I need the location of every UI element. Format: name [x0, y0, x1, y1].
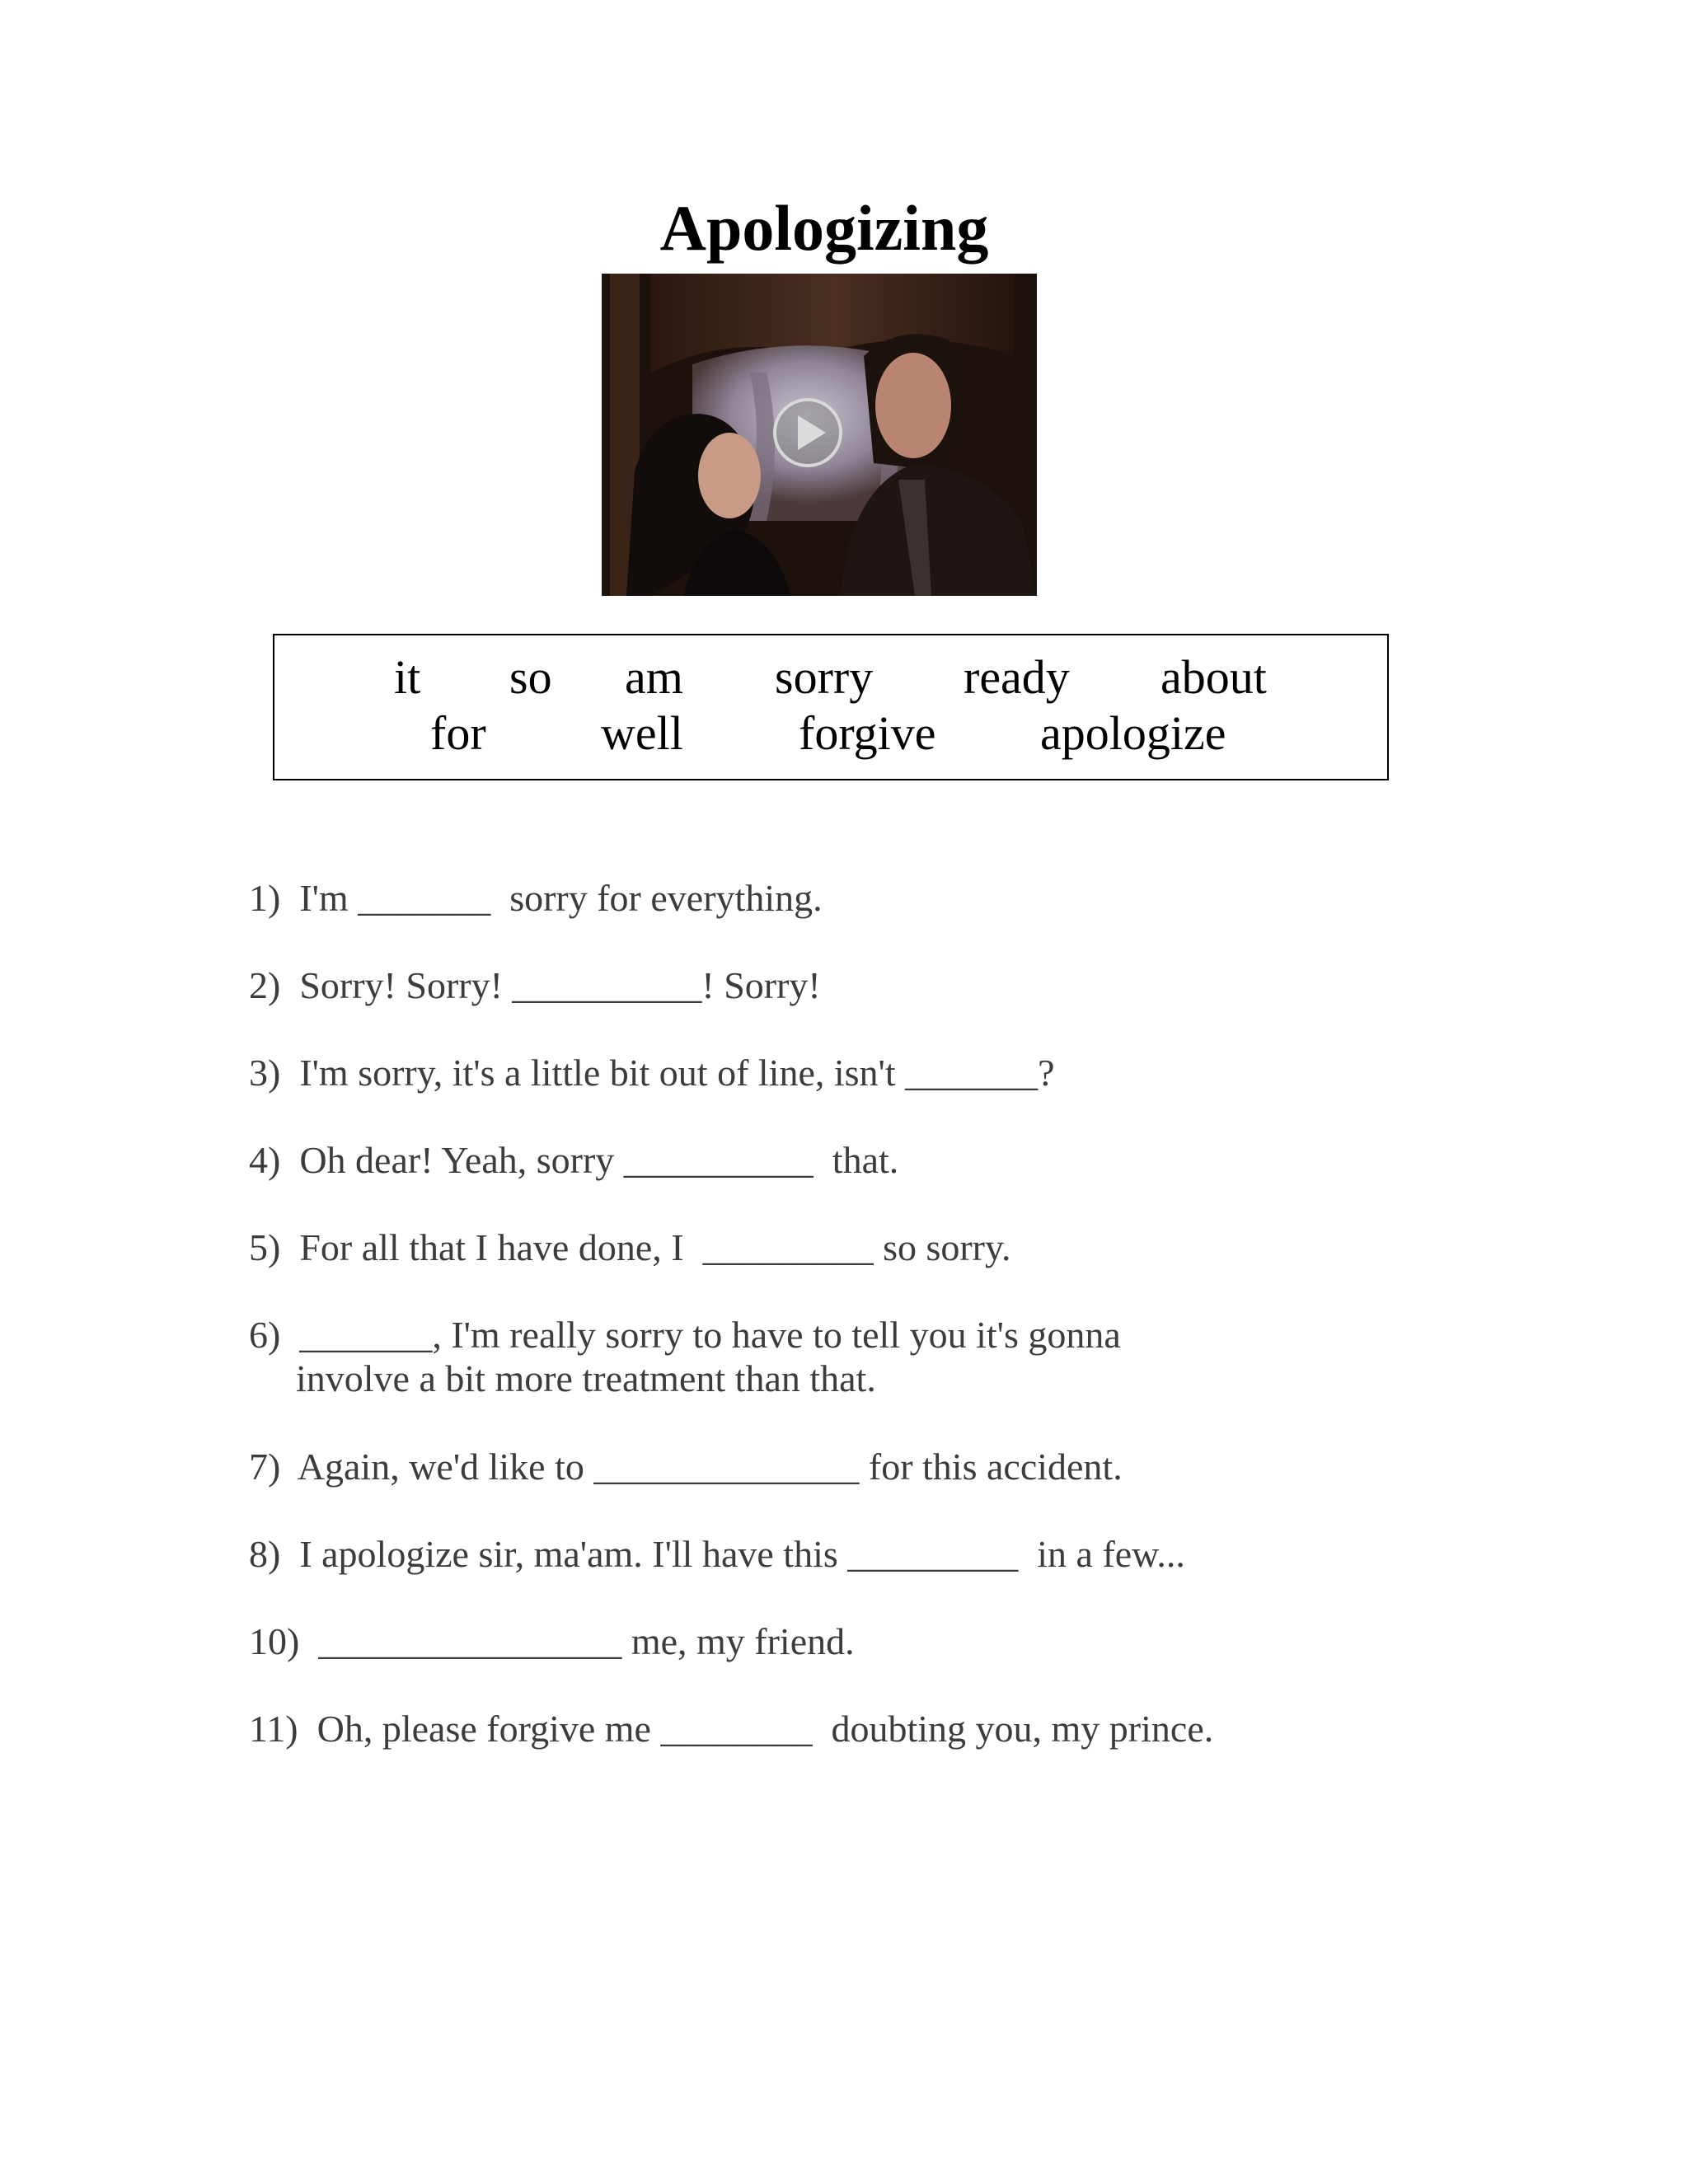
word-bank-item: about	[1160, 650, 1267, 704]
exercise-item: 3) I'm sorry, it's a little bit out of line, isn't _______?	[249, 1052, 1055, 1094]
exercise-item: 2) Sorry! Sorry! __________! Sorry!	[249, 964, 821, 1006]
exercise-item: 11) Oh, please forgive me ________ doubting you, my prince.	[249, 1708, 1214, 1750]
exercise-item: 5) For all that I have done, I _________ so sorry.	[249, 1226, 1011, 1268]
exercise-item-continuation: involve a bit more treatment than that.	[296, 1357, 876, 1399]
word-bank-item: apologize	[1040, 706, 1226, 760]
exercise-item: 4) Oh dear! Yeah, sorry __________ that.	[249, 1139, 899, 1181]
word-bank-item: well	[601, 706, 683, 760]
word-bank-item: sorry	[775, 650, 874, 704]
word-bank-item: forgive	[799, 706, 936, 760]
page-title: Apologizing	[659, 192, 989, 264]
exercise-item: 10) ________________ me, my friend.	[249, 1620, 855, 1662]
exercise-item: 1) I'm _______ sorry for everything.	[249, 877, 823, 919]
exercise-item: 6) _______, I'm really sorry to have to tell you it's gonna	[249, 1314, 1121, 1356]
word-bank-item: am	[625, 650, 683, 704]
word-bank-item: so	[509, 650, 552, 704]
exercise-item: 8) I apologize sir, ma'am. I'll have this _________ in a few...	[249, 1533, 1185, 1575]
word-bank-item: ready	[964, 650, 1070, 704]
word-bank-item: it	[394, 650, 421, 704]
word-bank-item: for	[430, 706, 486, 760]
exercise-item: 7) Again, we'd like to ______________ for this accident.	[249, 1446, 1123, 1488]
